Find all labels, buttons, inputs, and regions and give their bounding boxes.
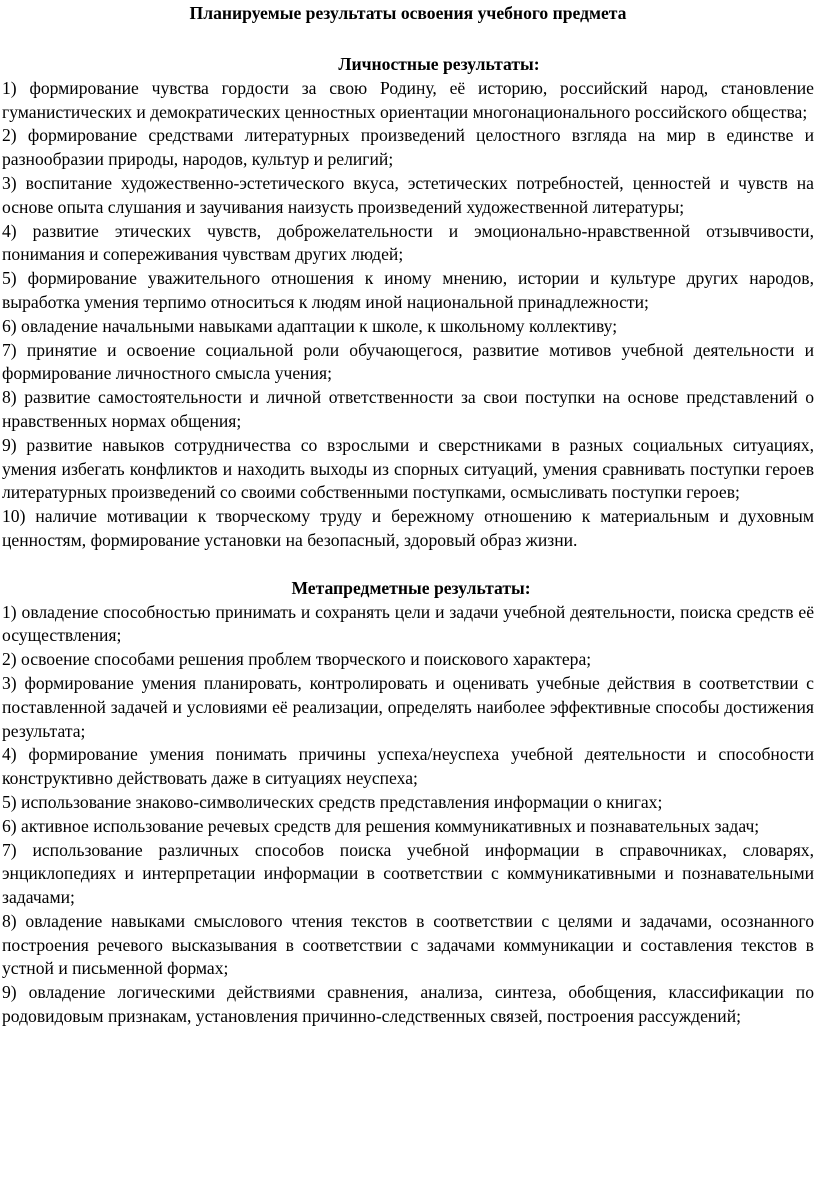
list-item: 9) развитие навыков сотрудничества со взрослыми и сверстниками в разных социальных ситуациях, умения избегать конфликтов и находить выходы из спорных ситуаций, умения сравнивать поступки героев литературных произведений со своими собственными поступками, осмысливать поступки героев;	[2, 434, 814, 503]
list-item: 8) развитие самостоятельности и личной ответственности за свои поступки на основе представлений о нравственных нормах общения;	[2, 387, 814, 431]
list-item: 8) овладение навыками смыслового чтения текстов в соответствии с целями и задачами, осознанного построения речевого высказывания в соответствии с задачами коммуникации и составления текстов в устной и письменной формах;	[2, 910, 814, 979]
document-title: Планируемые результаты освоения учебного предмета	[189, 3, 627, 23]
personal-results-list	[2, 77, 814, 553]
list-item: 1) формирование чувства гордости за свою Родину, её историю, российский народ, становление гуманистических и демократических ценностных ориентации многонационального российского общества;	[2, 77, 814, 122]
list-item: 3) воспитание художественно-эстетического вкуса, эстетических потребностей, ценностей и чувств на основе опыта слушания и заучивания наизусть произведений художественной литературы;	[2, 172, 814, 217]
list-item: 5) использование знаково-символических средств представления информации о книгах;	[2, 791, 663, 812]
section-heading-metasubject: Метапредметные результаты:	[291, 577, 531, 598]
metasubject-results-list	[2, 601, 814, 1029]
list-item: 6) активное использование речевых средств для решения коммуникативных и познавательных задач;	[2, 815, 760, 836]
list-item: 4) развитие этических чувств, доброжелательности и эмоционально-нравственной отзывчивости, понимания и сопереживания чувствам других людей;	[2, 220, 814, 265]
list-item: 2) формирование средствами литературных произведений целостного взгляда на мир в единстве и разнообразии природы, народов, культур и религий;	[2, 125, 814, 170]
list-item: 10) наличие мотивации к творческому труду и бережному отношению к материальным и духовным ценностям, формирование установки на безопасный, здоровый образ жизни.	[2, 506, 814, 550]
list-item: 9) овладение логическими действиями сравнения, анализа, синтеза, обобщения, классификации по родовидовым признакам, установления причинно-следственных связей, построения рассуждений;	[2, 982, 814, 1027]
spacer	[2, 26, 814, 53]
list-item: 4) формирование умения понимать причины успеха/неуспеха учебной деятельности и способности конструктивно действовать даже в ситуациях неуспеха;	[2, 744, 814, 789]
list-item: 3) формирование умения планировать, контролировать и оценивать учебные действия в соответствии с поставленной задачей и условиями её реализации, определять наиболее эффективные способы достижения результата;	[2, 672, 814, 741]
list-item: 6) овладение начальными навыками адаптации к школе, к школьному коллективу;	[2, 315, 618, 336]
list-item: 1) овладение способностью принимать и сохранять цели и задачи учебной деятельности, поиска средств её осуществления;	[2, 601, 814, 646]
spacer	[2, 553, 814, 577]
list-item: 7) использование различных способов поиска учебной информации в справочниках, словарях, энциклопедиях и интерпретации информации в соответствии с коммуникативными и познавательными задачами;	[2, 839, 814, 908]
list-item: 7) принятие и освоение социальной роли обучающегося, развитие мотивов учебной деятельности и формирование личностного смысла учения;	[2, 339, 814, 384]
list-item: 5) формирование уважительного отношения к иному мнению, истории и культуре других народов, выработка умения терпимо относиться к людям иной национальной принадлежности;	[2, 268, 814, 312]
section-heading-personal: Личностные результаты:	[338, 54, 540, 74]
list-item: 2) освоение способами решения проблем творческого и поискового характера;	[2, 649, 592, 670]
